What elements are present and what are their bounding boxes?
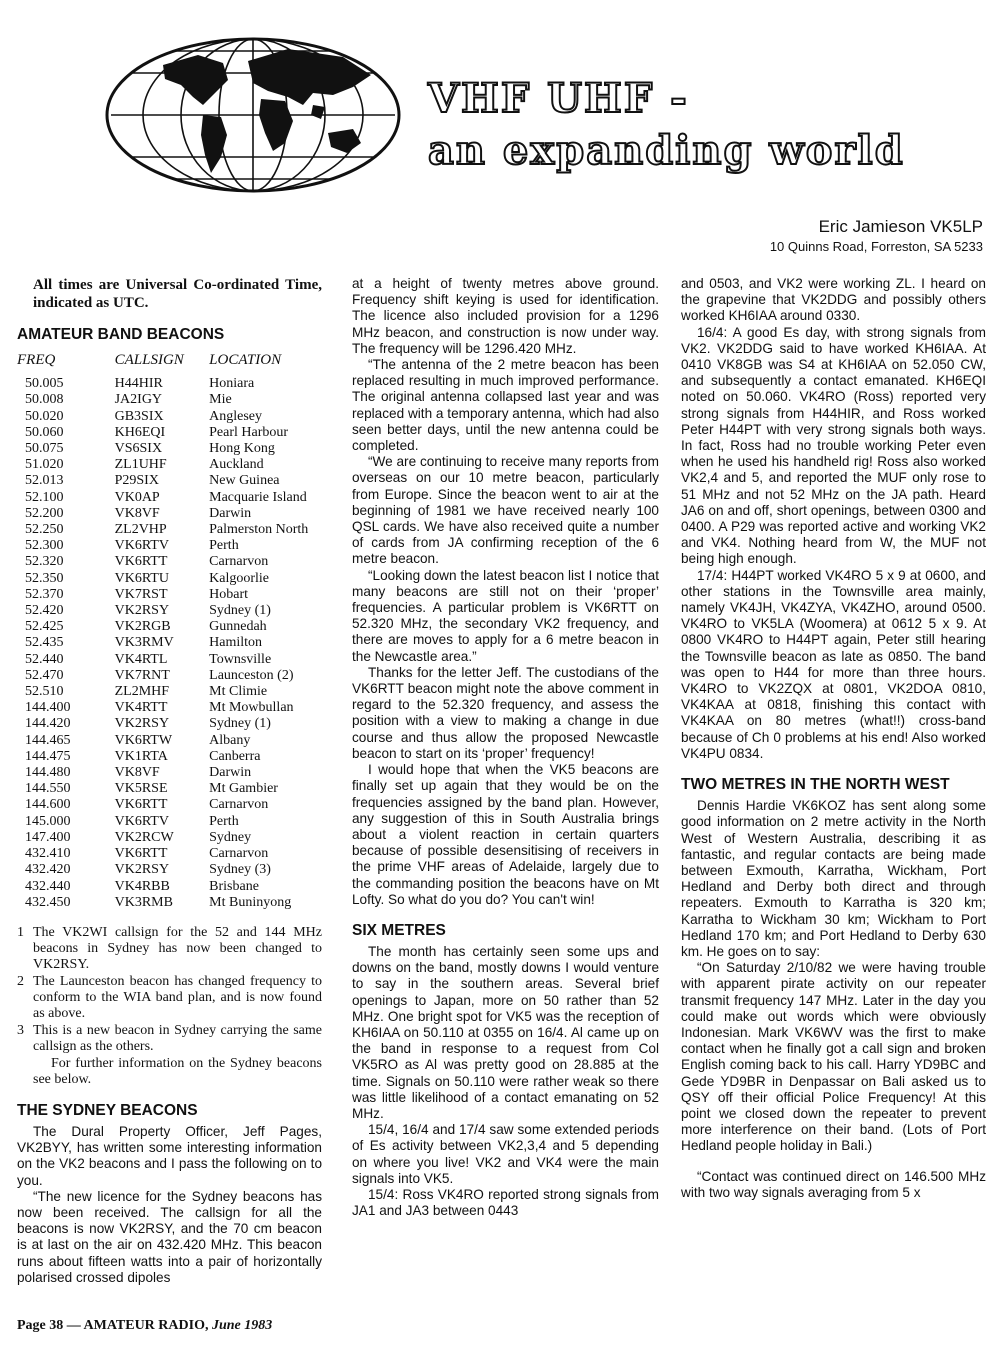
cell-callsign: VS6SIX xyxy=(114,441,163,457)
table-row xyxy=(17,457,322,473)
section-heading-north-west: TWO METRES IN THE NORTH WEST xyxy=(681,776,950,794)
cell-location: Perth xyxy=(209,813,239,829)
table-row xyxy=(17,587,322,603)
table-row xyxy=(17,895,322,911)
cell-location: Sydney (1) xyxy=(209,603,271,619)
cell-location: Hamilton xyxy=(209,635,263,651)
table-row xyxy=(17,571,322,587)
footnote-text: The Launceston beacon has changed frequency to conform to the WIA band plan, and is now found as above. xyxy=(33,973,322,1021)
cell-freq: 50.060 xyxy=(25,424,64,440)
cell-freq: 144.600 xyxy=(25,797,71,813)
cell-location: Hobart xyxy=(209,586,249,602)
author-address: 10 Quinns Road, Forreston, SA 5233 xyxy=(769,239,983,254)
section-heading-beacons: AMATEUR BAND BEACONS xyxy=(17,326,225,343)
table-row xyxy=(17,781,322,797)
cell-freq: 144.400 xyxy=(25,700,71,716)
cell-callsign: ZL2VHP xyxy=(114,522,167,538)
table-row xyxy=(17,716,322,732)
article-title xyxy=(428,76,908,174)
col-header-callsign: CALLSIGN xyxy=(114,352,184,368)
cell-location: Auckland xyxy=(209,457,264,473)
cell-location: Gunnedah xyxy=(209,619,267,635)
paragraph: “Contact was continued direct on 146.500 MHz with two way signals averaging from 5 x xyxy=(681,1168,986,1200)
footnote xyxy=(17,974,322,1022)
cell-location: Carnarvon xyxy=(209,846,269,862)
cell-freq: 432.410 xyxy=(25,846,71,862)
table-row xyxy=(17,603,322,619)
cell-location: Launceston (2) xyxy=(209,667,294,683)
cell-location: Townsville xyxy=(209,651,272,667)
table-row xyxy=(17,392,322,408)
cell-callsign: VK4RTL xyxy=(114,651,168,667)
cell-callsign: VK7RST xyxy=(114,586,168,602)
paragraph: I would hope that when the VK5 beacons are finally set up again that they would be on the frequencies assigned by the band plan. However, any suggestion of this in South Australia brings about a violent reaction in certain quarters because of possible desensitising of receivers in the prime VHF areas of Adelaide, largely due to the commanding position the beacons have on Mt Lofty. So what do you do? You can't win! xyxy=(352,762,659,907)
intro-text: All times are Universal Co-ordinated Time, indicated as UTC. xyxy=(33,277,322,311)
cell-freq: 52.100 xyxy=(25,489,64,505)
page-footer xyxy=(17,1318,272,1334)
paragraph: at a height of twenty metres above ground. Frequency shift keying is used for identification. The licence also included provision for a 1296 MHz beacon, and construction is now under way. The frequency will be 1296.420 MHz. xyxy=(352,276,659,356)
cell-callsign: JA2IGY xyxy=(114,392,163,408)
cell-freq: 144.475 xyxy=(25,748,71,764)
cell-freq: 52.350 xyxy=(25,570,64,586)
table-header-row xyxy=(17,348,322,376)
table-row xyxy=(17,538,322,554)
cell-freq: 144.480 xyxy=(25,765,71,781)
cell-location: Brisbane xyxy=(209,878,259,894)
cell-callsign: VK8VF xyxy=(114,505,160,521)
table-row xyxy=(17,733,322,749)
column-2 xyxy=(352,276,659,1219)
cell-location: Carnarvon xyxy=(209,554,269,570)
table-row xyxy=(17,619,322,635)
cell-freq: 50.020 xyxy=(25,408,64,424)
cell-freq: 432.450 xyxy=(25,894,71,910)
cell-callsign: VK7RNT xyxy=(114,667,170,683)
cell-callsign: VK3RMB xyxy=(114,894,173,910)
table-row xyxy=(17,684,322,700)
paragraph: “The antenna of the 2 metre beacon has been replaced resulting in much improved performance. The original antenna collapsed last year and was replaced with a temporary antenna, which had also seen better days, until the new antenna could be completed. xyxy=(352,357,659,454)
cell-callsign: VK8VF xyxy=(114,765,160,781)
cell-freq: 52.320 xyxy=(25,554,64,570)
cell-location: Darwin xyxy=(209,765,252,781)
table-row xyxy=(17,376,322,392)
col-header-freq: FREQ xyxy=(17,352,56,368)
paragraph: “The new licence for the Sydney beacons has now been received. The callsign for all the beacons is now VK2RSY, and the 70 cm beacon is at last on the air on 432.420 MHz. This beacon runs about fifteen watts into a pair of horizontally polarised crossed dipoles xyxy=(17,1188,322,1285)
cell-location: Sydney xyxy=(209,829,252,845)
cell-callsign: VK6RTW xyxy=(114,732,173,748)
cell-location: Anglesey xyxy=(209,408,263,424)
footnotes xyxy=(17,925,322,1088)
section-heading-sydney: THE SYDNEY BEACONS xyxy=(17,1101,198,1119)
cell-freq: 52.425 xyxy=(25,619,64,635)
paragraph: Thanks for the letter Jeff. The custodians of the VK6RTT beacon might note the above comment in regard to the 52.320 frequency, and assess the position with a view to making a change in due course and thus allow the proposed Newcastle beacon to start on its ‘proper’ frequency! xyxy=(352,664,659,761)
cell-freq: 52.013 xyxy=(25,473,64,489)
table-row xyxy=(17,473,322,489)
table-row xyxy=(17,652,322,668)
cell-callsign: VK6RTV xyxy=(114,538,169,554)
cell-callsign: VK6RTV xyxy=(114,813,169,829)
title-line-1: VHF UHF - xyxy=(428,75,689,122)
footnote-number: 3 xyxy=(17,1022,24,1038)
footnote-text: The VK2WI callsign for the 52 and 144 MHz beacons in Sydney has now been changed to VK2RSY. xyxy=(33,924,322,972)
table-row xyxy=(17,409,322,425)
author-name: Eric Jamieson VK5LP xyxy=(818,217,983,236)
cell-callsign: VK2RCW xyxy=(114,829,174,845)
cell-location: Perth xyxy=(209,538,239,554)
cell-freq: 50.005 xyxy=(25,376,64,392)
cell-callsign: VK5RSE xyxy=(114,781,168,797)
cell-callsign: ZL2MHF xyxy=(114,684,170,700)
paragraph: 15/4, 16/4 and 17/4 saw some extended periods of Es activity between VK2,3,4 and 5 depending on where you live! VK2 and VK4 were the main signals into VK5. xyxy=(352,1122,659,1186)
paragraph: The Dural Property Officer, Jeff Pages, VK2BYY, has written some interesting information on the VK2 beacons and I pass the following on to you. xyxy=(17,1123,322,1188)
footer-page: Page 38 — AMATEUR RADIO, xyxy=(17,1318,209,1333)
table-row xyxy=(17,830,322,846)
cell-callsign: VK2RSY xyxy=(114,603,170,619)
cell-freq: 52.420 xyxy=(25,603,64,619)
cell-freq: 144.550 xyxy=(25,781,71,797)
footnote xyxy=(17,1023,322,1055)
cell-location: Mie xyxy=(209,392,232,408)
cell-callsign: P29SIX xyxy=(114,473,159,489)
cell-callsign: H44HIR xyxy=(114,376,163,392)
cell-location: Sydney (3) xyxy=(209,862,271,878)
footer-date: June 1983 xyxy=(211,1318,273,1333)
footnote-number: 1 xyxy=(17,924,24,940)
cell-callsign: VK6RTT xyxy=(114,554,168,570)
cell-location: Darwin xyxy=(209,505,252,521)
cell-callsign: VK4RBB xyxy=(114,878,170,894)
footnote-number: 2 xyxy=(17,973,24,989)
footnote xyxy=(17,925,322,973)
cell-callsign: VK4RTT xyxy=(114,700,168,716)
cell-location: Mt Mowbullan xyxy=(209,700,294,716)
cell-freq: 432.440 xyxy=(25,878,71,894)
cell-freq: 52.250 xyxy=(25,522,64,538)
cell-location: Mt Climie xyxy=(209,684,268,700)
cell-location: Mt Gambier xyxy=(209,781,278,797)
cell-freq: 52.510 xyxy=(25,684,64,700)
table-row xyxy=(17,554,322,570)
cell-location: Macquarie Island xyxy=(209,489,307,505)
cell-freq: 51.020 xyxy=(25,457,64,473)
paragraph: “We are continuing to receive many reports from overseas on our 10 metre beacon, particularly from Europe. Since the beacon went to air at the beginning of 1981 we have received nearly 100 QSL cards. We have also received quite a number of cards from JA confirming reception of the 6 metre beacon. xyxy=(352,454,659,567)
cell-freq: 145.000 xyxy=(25,813,71,829)
paragraph: 16/4: A good Es day, with strong signals from VK2. VK2DDG said to have worked KH6IAA. At 0410 VK8GB was S4 at KH6IAA on 52.050 CW, and subsequently a contact emanated. KH6EQI noted on 50.060. VK4RO (Ross) reported very strong signals from H44HIR, and Ross worked Peter H44PT with very strong signals both ways. In fact, Ross had no trouble working Peter even when he used his handheld rig! Ross also worked VK2,4 and 5, and reported the MUF only rose to 51 MHz and not 52 MHz on the JA path. Heard JA6 on and off, short openings, between 0300 and 0400. A P29 was reported active and working VK2 and VK4. Nothing heard from W, the MUF not being high enough. xyxy=(681,324,986,567)
cell-callsign: GB3SIX xyxy=(114,408,164,424)
cell-callsign: VK6RTT xyxy=(114,846,168,862)
cell-freq: 52.435 xyxy=(25,635,64,651)
beacon-table xyxy=(17,348,322,911)
cell-freq: 52.440 xyxy=(25,651,64,667)
paragraph: and 0503, and VK2 were working ZL. I heard on the grapevine that VK2DDG and possibly others worked KH6IAA around 0330. xyxy=(681,276,986,324)
cell-location: Carnarvon xyxy=(209,797,269,813)
title-line-2: an expanding world xyxy=(428,127,905,174)
cell-freq: 52.300 xyxy=(25,538,64,554)
column-3 xyxy=(681,276,986,1201)
table-row xyxy=(17,522,322,538)
globe-logo xyxy=(103,35,403,195)
table-row xyxy=(17,635,322,651)
cell-location: Palmerston North xyxy=(209,522,309,538)
paragraph: “On Saturday 2/10/82 we were having trouble with apparent pirate activity on our repeater transmit frequency 147 MHz. Later in the day you could make out words which were obviously Indonesian. Mark VK6WV was the first to make contact when he finally got a call sign and broken English coming back to his call. Harry YD9BC and Gede YD9BR in Denpassar on Bali asked us to QSY off their official Police Frequency! At this point we closed down the repeater to prevent more interference on their band. (Lots of Port Hedland people holiday in Bali.) xyxy=(681,960,986,1154)
cell-callsign: VK6RTT xyxy=(114,797,168,813)
cell-location: Canberra xyxy=(209,748,261,764)
cell-location: Mt Buninyong xyxy=(209,894,292,910)
cell-freq: 50.008 xyxy=(25,392,64,408)
cell-callsign: VK0AP xyxy=(114,489,160,505)
byline xyxy=(770,216,983,256)
cell-location: New Guinea xyxy=(209,473,280,489)
cell-freq: 52.470 xyxy=(25,667,64,683)
table-row xyxy=(17,425,322,441)
section-heading-six-metres: SIX METRES xyxy=(352,921,446,939)
cell-callsign: VK1RTA xyxy=(114,748,168,764)
table-row xyxy=(17,846,322,862)
cell-callsign: ZL1UHF xyxy=(114,457,167,473)
cell-freq: 144.465 xyxy=(25,732,71,748)
col-header-location: LOCATION xyxy=(209,352,282,368)
cell-location: Pearl Harbour xyxy=(209,424,289,440)
cell-freq: 432.420 xyxy=(25,862,71,878)
cell-freq: 52.200 xyxy=(25,505,64,521)
footnote-text: This is a new beacon in Sydney carrying the same callsign as the others. xyxy=(33,1022,322,1054)
cell-freq: 144.420 xyxy=(25,716,71,732)
paragraph: “Looking down the latest beacon list I notice that many beacons are still not on their ‘proper’ frequencies. A particular problem is VK6RTT on 52.320 MHz, the secondary VK2 frequency, and there are moves to apply for a 6 metre beacon in the Newcastle area.” xyxy=(352,567,659,664)
cell-callsign: KH6EQI xyxy=(114,424,166,440)
cell-location: Kalgoorlie xyxy=(209,570,270,586)
cell-freq: 52.370 xyxy=(25,586,64,602)
cell-callsign: VK2RSY xyxy=(114,716,170,732)
beacon-table-body xyxy=(17,376,322,911)
table-row xyxy=(17,879,322,895)
table-row xyxy=(17,700,322,716)
table-row xyxy=(17,506,322,522)
table-row xyxy=(17,668,322,684)
table-row xyxy=(17,814,322,830)
cell-callsign: VK3RMV xyxy=(114,635,174,651)
cell-callsign: VK6RTU xyxy=(114,570,169,586)
table-row xyxy=(17,749,322,765)
table-row xyxy=(17,490,322,506)
cell-location: Albany xyxy=(209,732,251,748)
cell-freq: 50.075 xyxy=(25,441,64,457)
paragraph: The month has certainly seen some ups and downs on the band, mostly downs I would venture to say in the southern areas. Several brief openings to Japan, more on 50 rather than 52 MHz. One bright spot for VK5 was the reception of KH6IAA on 50.110 at 0355 on 16/4. Al came up on the band in response to a request from Col VK5RO as Al was pretty good on 28.885 at the time. Signals on 50.110 were rather weak so there was little likelihood of a contact emanating on 52 MHz. xyxy=(352,943,659,1121)
paragraph: 17/4: H44PT worked VK4RO 5 x 9 at 0600, and other stations in the Townsville area mainly, namely VK4JH, VK4ZYA, VK4ZHO, around 0500. VK4RO to VK5LA (Woomera) at 0612 5 x 9. At 0800 VK4RO to H44PT again, Peter still hearing the Townsville beacon as late as 0850. The band was open to H44 for more than three hours. VK4RO to VK2ZQX at 0801, VK2DOA 0810, VK4KAA at 0818, finishing this contact with VK4KAA on 80 metres (what!!) cross-band because of Ch 0 problems at his end! Also worked VK4PU 0834. xyxy=(681,567,986,761)
table-row xyxy=(17,862,322,878)
table-row xyxy=(17,441,322,457)
column-1 xyxy=(17,276,322,1286)
footnote-extra: For further information on the Sydney beacons see below. xyxy=(33,1055,322,1087)
cell-callsign: VK2RGB xyxy=(114,619,171,635)
table-row xyxy=(17,765,322,781)
cell-callsign: VK2RSY xyxy=(114,862,170,878)
paragraph: Dennis Hardie VK6KOZ has sent along some good information on 2 metre activity in the North West of Western Australia, describing it as fantastic, and regular contacts are being made between Exmouth, Karratha, Wickham, Port Hedland and Derby both direct and through repeaters. Exmouth to Karratha is 320 km; Karratha to Wickham 30 km; Wickham to Port Hedland 170 km; and Port Hedland to Derby 630 km. He goes on to say: xyxy=(681,798,986,959)
table-row xyxy=(17,797,322,813)
cell-location: Honiara xyxy=(209,376,255,392)
paragraph: 15/4: Ross VK4RO reported strong signals from JA1 and JA3 between 0443 xyxy=(352,1186,659,1219)
cell-location: Hong Kong xyxy=(209,441,275,457)
cell-location: Sydney (1) xyxy=(209,716,271,732)
cell-freq: 147.400 xyxy=(25,829,71,845)
